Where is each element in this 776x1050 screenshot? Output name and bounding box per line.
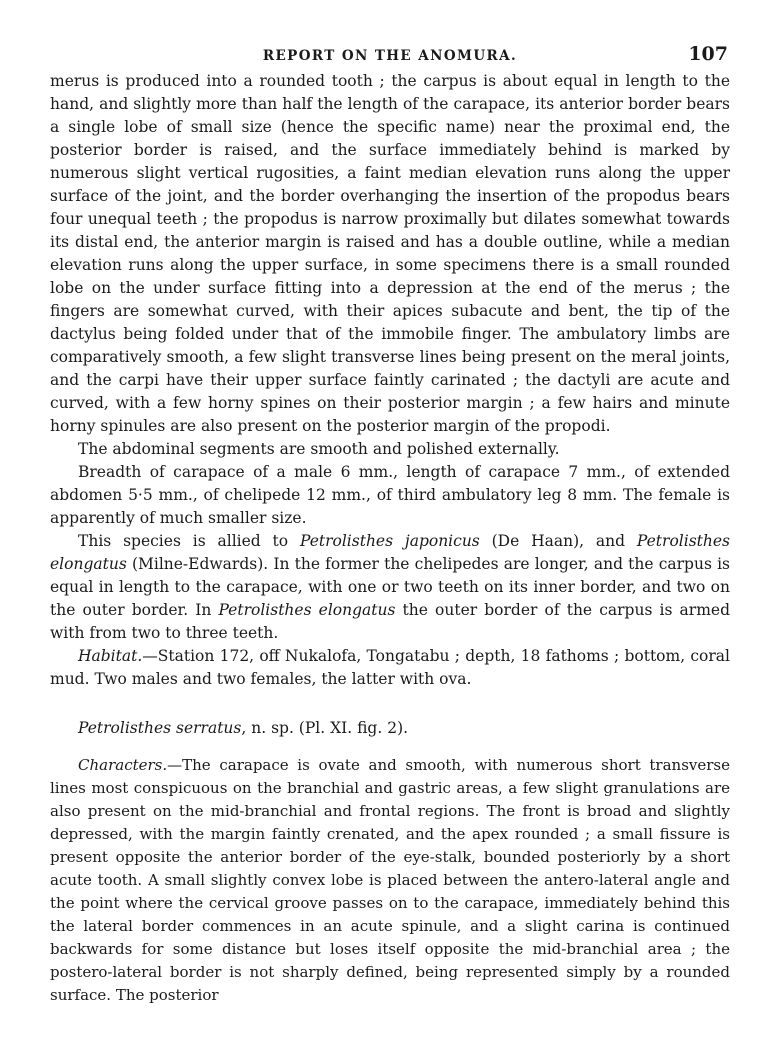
- paragraph-abdominal: The abdominal segments are smooth and polished externally.: [78, 440, 560, 458]
- habitat-label: Habitat.: [78, 647, 143, 665]
- characters-label: Characters.: [78, 756, 168, 774]
- paragraph-habitat: [50, 645, 730, 691]
- section-2-body: [50, 754, 730, 1007]
- characters-text: —The carapace is ovate and smooth, with numerous short transverse lines most conspicuous on the branchial and gastric areas, a few slight granulations are also present on the mid-branchial and frontal regions. The front is broad and slightly depressed, with the margin faintly crenated, and the apex rounded ; a small fissure is present opposite the anterior border of the eye-stalk, bounded posteriorly by a short acute tooth. A small slightly convex lobe is placed between the antero-lateral angle and the point where the cervical groove passes on to the carapace, immediately behind this the lateral border commences in an acute spinule, and a slight carina is continued backwards for some distance but loses itself opposite the mid-branchial area ; the postero-lateral border is not sharply defined, being represented simply by a rounded surface. The posterior: [50, 756, 730, 1004]
- affinities-text-c: (De Haan), and: [479, 532, 637, 550]
- paragraph-affinities: [50, 530, 730, 645]
- species-ref-elongatus-2: Petrolisthes elongatus: [218, 601, 396, 619]
- affinities-text-g: the outer border of the carpus is armed with from two to three teeth.: [50, 601, 730, 642]
- affinities-text-e: (Milne-Edwards). In the former the chelipedes are longer, and the carpus is equal in length to the carapace, with one or two teeth on its inner border, and two on the outer border. In: [50, 555, 730, 619]
- page-number: 107: [688, 43, 728, 65]
- section-1-body: [50, 70, 730, 691]
- species-ref-elongatus: Petrolisthes elongatus: [50, 532, 730, 573]
- species-suffix: , n. sp. (Pl. XI. fig. 2).: [241, 719, 409, 737]
- species-heading: [50, 717, 730, 740]
- running-title: REPORT ON THE ANOMURA.: [262, 48, 518, 64]
- paragraph-characters: [50, 754, 730, 1007]
- habitat-text: —Station 172, off Nukalofa, Tongatabu ; depth, 18 fathoms ; bottom, coral mud. Two males and two females, the latter with ova.: [50, 647, 730, 688]
- species-ref-japonicus: Petrolisthes japonicus: [299, 532, 480, 550]
- document-page: [50, 40, 730, 1030]
- paragraph-description-continued: merus is produced into a rounded tooth ; the carpus is about equal in length to the hand, and slightly more than half the length of the carapace, its anterior border bears a single lobe of small size (hence the specific name) near the proximal end, the posterior border is raised, and the surface immediately behind is marked by numerous slight vertical rugosities, a faint median elevation runs along the upper surface of the joint, and the border overhanging the insertion of the propodus bears four unequal teeth ; the propodus is narrow proximally but dilates somewhat towards its distal end, the anterior margin is raised and has a double outline, while a median elevation runs along the upper surface, in some specimens there is a small rounded lobe on the under surface fitting into a depression at the end of the merus ; the fingers are somewhat curved, with their apices subacute and bent, the tip of the dactylus being folded under that of the immobile finger. The ambulatory limbs are comparatively smooth, a few slight transverse lines being present on the meral joints, and the carpi have their upper surface faintly carinated ; the dactyli are acute and curved, with a few horny spines on their posterior margin ; a few hairs and minute horny spinules are also present on the posterior margin of the propodi.: [50, 72, 730, 435]
- affinities-text-a: This species is allied to: [78, 532, 300, 550]
- running-head: [50, 40, 730, 70]
- species-name: Petrolisthes serratus: [78, 719, 242, 737]
- paragraph-measurements: Breadth of carapace of a male 6 mm., length of carapace 7 mm., of extended abdomen 5·5 mm., of chelipede 12 mm., of third ambulatory leg 8 mm. The female is apparently of much smaller size.: [50, 463, 730, 527]
